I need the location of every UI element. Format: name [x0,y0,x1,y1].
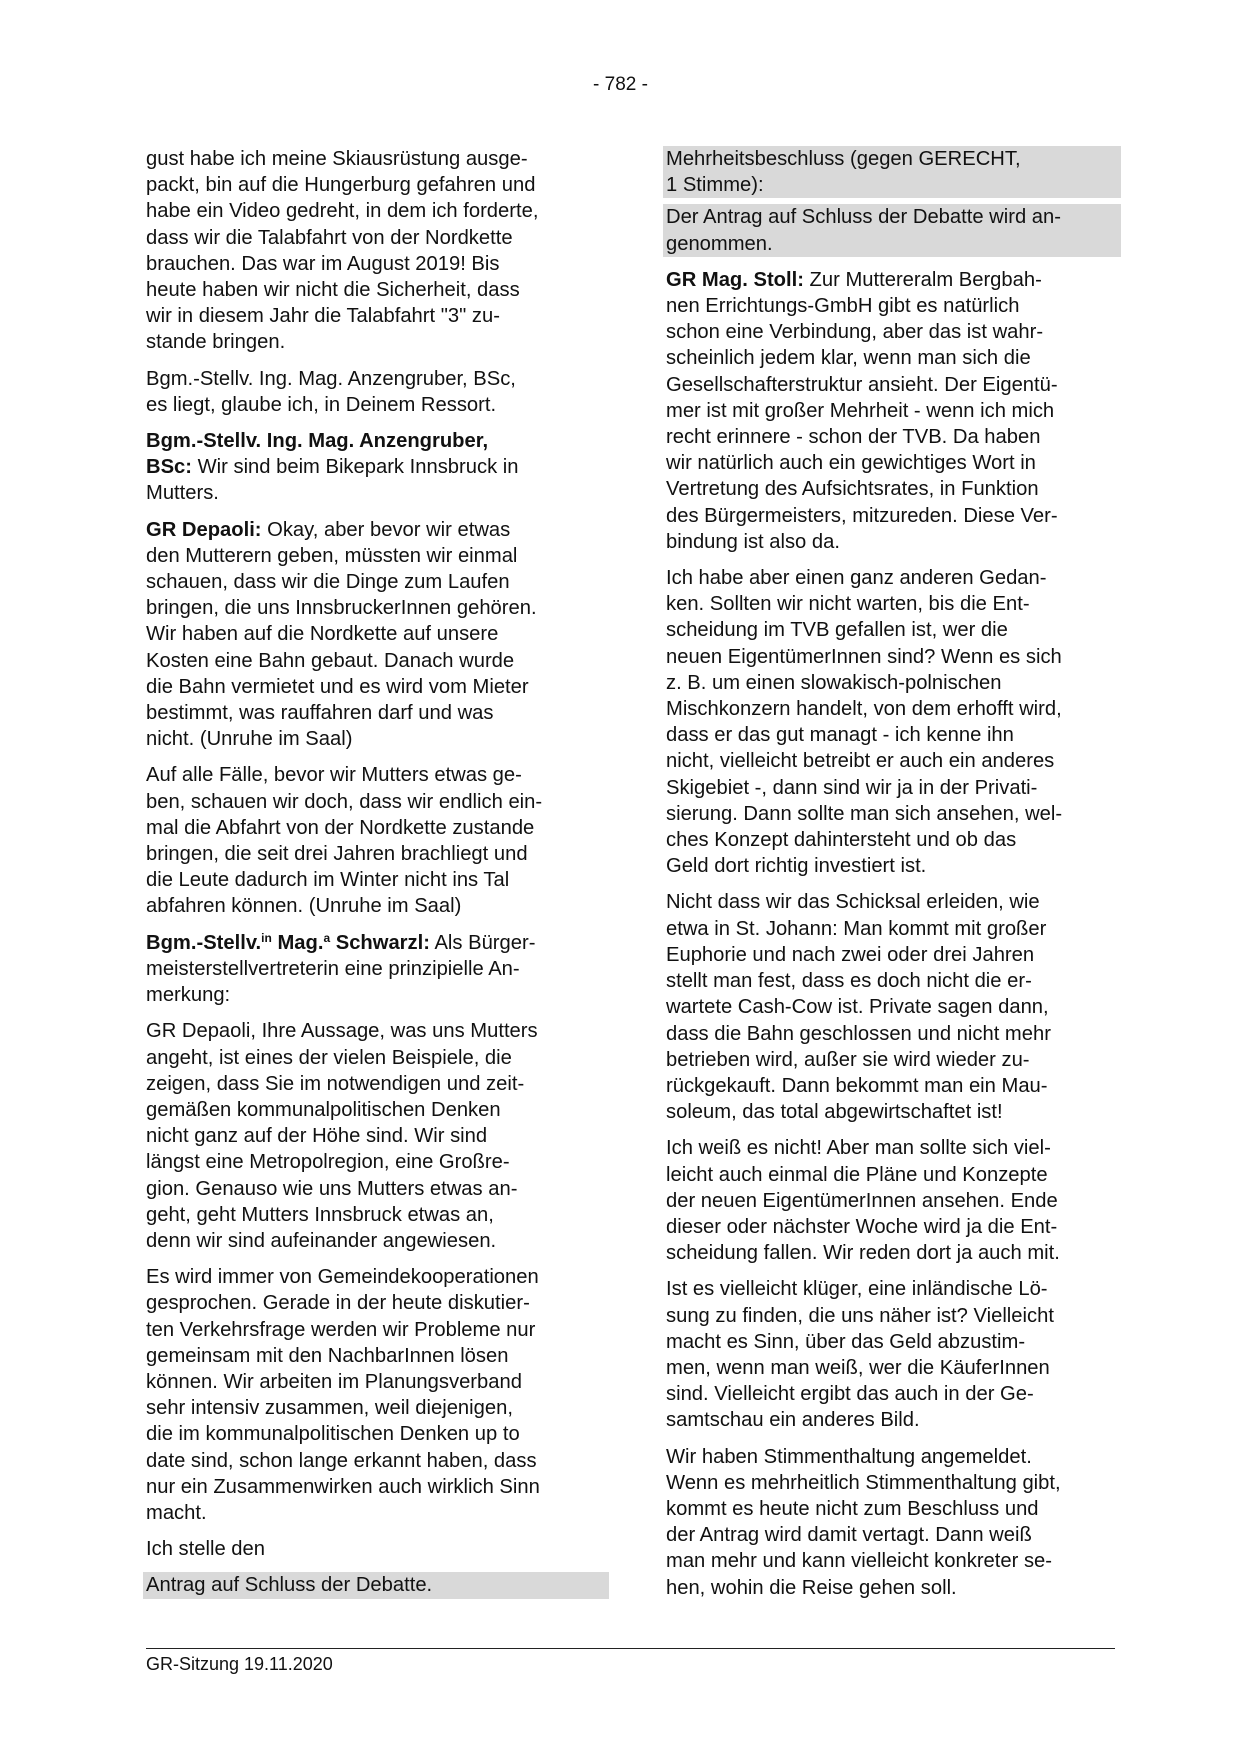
footer-session-date: GR-Sitzung 19.11.2020 [146,1654,333,1674]
superscript: a [323,930,331,945]
speech-text: Als Bürger- meisterstellvertreterin eine prinzipielle An- merkung: [146,931,536,1007]
speech-text: Okay, aber bevor wir etwas den Mutterern geben, müssten wir einmal schauen, dass wir die Dinge zum Laufen bringen, die uns InnsbruckerInnen gehören. Wir haben auf die Nordkette auf unsere Kosten eine Bahn gebaut. Danach wurde die Bahn vermietet und es wird vom Mieter bestimmt, was rauffahren darf und was nicht. (Unruhe im Saal) [146,518,537,751]
superscript: in [261,930,272,945]
speaker-title: Mag. [271,931,324,954]
speaker-name: GR Depaoli: [146,518,262,541]
paragraph: GR Depaoli, Ihre Aussage, was uns Mutters angeht, ist eines der vielen Beispiele, die zeigen, dass Sie im notwendigen und zeit- gemäßen kommunalpolitischen Denken nicht ganz auf der Höhe sind. Wir sind längst eine Metropolregion, eine Großre- gion. Genauso wie uns Mutters etwas an- geht, geht Mutters Innsbruck etwas an, denn wir sind aufeinander angewiesen. [146,1020,538,1252]
speech-text: Zur Muttereralm Bergbah- nen Errichtungs-GmbH gibt es natürlich schon eine Verbindung, aber das ist wahr- scheinlich jedem klar, wenn man sich die Gesellschafterstruktur ansieht. Der Eigentü- mer ist mit großer Mehrheit - wenn ich mich recht erinnere - schon der TVB. Da haben wir natürlich auch ein gewichtiges Wort in Vertretung des Aufsichtsrates, in Funktion des Bürgermeisters, mitzureden. Diese Ver- bindung ist also da. [666,268,1058,553]
paragraph: Bgm.-Stellv. Ing. Mag. Anzengruber, BSc, es liegt, glaube ich, in Deinem Ressort. [146,367,516,416]
speaker-name [146,932,430,954]
motion-highlight: Antrag auf Schluss der Debatte. [143,1572,609,1598]
paragraph: Nicht dass wir das Schicksal erleiden, wie etwa in St. Johann: Man kommt mit großer Euphorie und nach zwei oder drei Jahren stellt man fest, dass es doch nicht die er- wartete Cash-Cow ist. Private sagen dann, dass die Bahn geschlossen und nicht mehr betrieben wird, außer sie wird wieder zu- rückgekauft. Dann bekommt man ein Mau- soleum, das total abgewirtschaftet ist! [666,891,1051,1124]
speaker-name: Bgm.-Stellv. Ing. Mag. Anzengruber, BSc: [146,430,489,479]
speaker-name: GR Mag. Stoll: [666,268,804,291]
left-column [146,146,601,1609]
paragraph: Es wird immer von Gemeindekooperationen gesprochen. Gerade in der heute diskutier- ten Verkehrsfrage werden wir Probleme nur gemeinsam mit den NachbarInnen lösen können. Wir arbeiten im Planungsverband sehr intensiv zusammen, weil diejenigen, die im kommunalpolitischen Denken up to date sind, schon lange erkannt haben, dass nur ein Zusammenwirken auch wirklich Sinn macht. [146,1266,540,1524]
page-number: - 782 - [593,74,648,95]
paragraph: Ist es vielleicht klüger, eine inländische Lö- sung zu finden, die uns näher ist? Vielleicht macht es Sinn, über das Geld abzustim- men, wenn man weiß, wer die KäuferInnen sind. Vielleicht ergibt das auch in der Ge- samtschau ein anderes Bild. [666,1278,1054,1432]
paragraph: Ich habe aber einen ganz anderen Gedan- ken. Sollten wir nicht warten, bis die Ent- scheidung im TVB gefallen ist, wer die neuen EigentümerInnen sind? Wenn es sich z. B. um einen slowakisch-polnischen Mischkonzern handelt, von dem erhofft wird, dass er das gut managt - ich kenne ihn nicht, vielleicht betreibt er auch ein anderes Skigebiet -, dann sind wir ja in der Privati- sierung. Dann sollte man sich ansehen, wel- ches Konzept dahintersteht und ob das Geld dort richtig investiert ist. [666,567,1063,878]
right-column [666,146,1121,1611]
speech-text: Wir sind beim Bikepark Innsbruck in Mutters. [146,456,519,505]
paragraph: Ich stelle den [146,1538,265,1561]
speaker-paragraph [146,930,601,1009]
resolution-highlight: Mehrheitsbeschluss (gegen GERECHT, 1 Stimme): [663,146,1121,198]
speaker-title: Bgm.-Stellv. [146,931,262,954]
speaker-surname: Schwarzl: [330,931,430,954]
paragraph: Ich weiß es nicht! Aber man sollte sich viel- leicht auch einmal die Pläne und Konzepte der neuen EigentümerInnen ansehen. Ende dieser oder nächster Woche wird ja die Ent- scheidung fallen. Wir reden dort ja auch mit. [666,1137,1060,1265]
paragraph: Wir haben Stimmenthaltung angemeldet. Wenn es mehrheitlich Stimmenthaltung gibt, kommt es heute nicht zum Beschluss und der Antrag wird damit vertagt. Dann weiß man mehr und kann vielleicht konkreter se- hen, wohin die Reise gehen soll. [666,1445,1061,1599]
speaker-paragraph [146,428,601,507]
resolution-highlight: Der Antrag auf Schluss der Debatte wird an- genommen. [663,204,1121,256]
speaker-paragraph [666,267,1121,555]
paragraph: gust habe ich meine Skiausrüstung ausge- packt, bin auf die Hungerburg gefahren und habe ein Video gedreht, in dem ich forderte, dass wir die Talabfahrt von der Nordkette brauchen. Das war im August 2019! Bis heute haben wir nicht die Sicherheit, dass wir in diesem Jahr die Talabfahrt "3" zu- stande bringen. [146,148,539,354]
footer-divider [146,1648,1115,1649]
speaker-paragraph [146,517,601,753]
paragraph: Auf alle Fälle, bevor wir Mutters etwas ge- ben, schauen wir doch, dass wir endlich ein- mal die Abfahrt von der Nordkette zustande bringen, die seit drei Jahren brachliegt und die Leute dadurch im Winter nicht ins Tal abfahren können. (Unruhe im Saal) [146,764,543,918]
